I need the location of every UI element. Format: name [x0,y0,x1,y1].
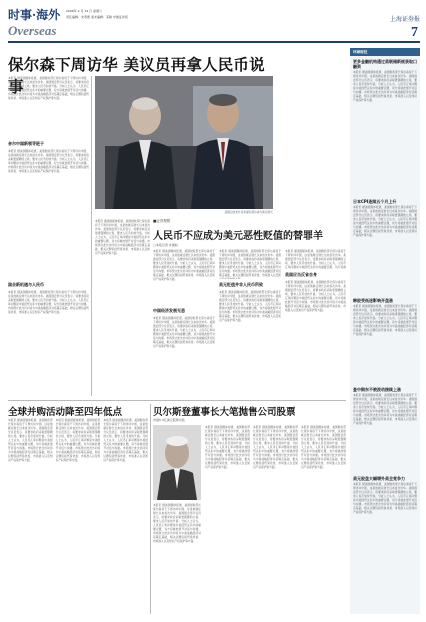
body-text: 本报讯 据美国媒体报道，美国财政部长保尔森将于下周访问中国，这是他就任财长以来首次访华。美国国会部分议员表示，将要求政府采取更强硬的立场，要求人民币加快升值。分析人士认为，人民币汇率问题是中美经贸关系中的重要议题，双方将就此展开对话与沟通。市场预计此次访问将为中美战略经济对话奠定基础，相关议题包括贸易逆差、市场准入以及知识产权保护等方面。 [353,304,417,337]
body-text: 本报讯 据美国媒体报道，美国财政部长保尔森将于下周访问中国，这是他就任财长以来首次访华。美国国会部分议员表示，将要求政府采取更强硬的立场，要求人民币加快升值。分析人士认为，人民币汇率问题是中美经贸关系中的重要议题，双方将就此展开对话与沟通。市场预计此次访问将为中美战略经济对话奠定基础，相关议题包括贸易逆差、市场准入以及知识产权保护等方面。 [205,425,250,470]
body-text: 本报讯 据美国媒体报道，美国财政部长保尔森将于下周访问中国，这是他就任财长以来首次访华。美国国会部分议员表示，将要求政府采取更强硬的立场，要求人民币加快升值。分析人士认为，人民币汇率问题是中美经贸关系中的重要议题，双方将就 [285,249,346,269]
body-text: 本报讯 据美国媒体报道，美国财政部长保尔森将于下周访问中国，这是他就任财长以来首次访华。美国国会部分议员表示，将要求政府采取更强硬的立场，要求人民币加快升值。分析人士认为，人民币汇率问题是中美经贸关系中的重要议题，双方将就此展开对话与沟通。市场预计此次访问将为中美战略经济对话奠定基础，相关议题包括贸易逆差、市场准入以及知识产权保护等方面。 [95,219,150,256]
bottom-middle-subtitle: 市值5.3亿美元股票出售 [153,418,185,422]
issue-date: 2006年 2 月 19 日 星期六 [66,9,103,13]
portrait-illustration [153,425,201,500]
page-number: 7 [411,25,418,40]
commentary-column [285,249,346,399]
lead-subhead: 舍尔中国新领导班子 [8,141,44,146]
body-text: 本报讯 据美国媒体报道，美国财政部长保尔森将于下周访问中国，这是他就任财长以来首次访华。美国国会部分议员表示，将要求政府采取更强硬的立场，要求人民币加快升值。分析人士认为，人民币汇率问题是中美经贸关系中的重要议题，双方将就此展开对话与沟通。市场预计此次访问将为中美战略经济对话奠定基础，相关议题包括贸易逆差、市场准入以及知识产权保护等方面。 [103,418,148,463]
section-title: 时事·海外 [8,8,61,22]
lead-subhead: 国会新机遇与人民币 [8,282,44,287]
body-text: 本报讯 据美国媒体报道，美国财政部长保尔森将于下周访问中国，这是他就任财长以来首次访华。美国国会部分议员表示，将要求政府采取更强硬的立场，要求人民币加快升值。分析人士认为，人民币汇率问题是中美经贸关系中的重要议题，双方将就此展开对话与沟通。市场预计此次访问将为中美战略经济对话奠定基础，相关议题包括贸易逆差、市场准入以及知识产权保护等方面。 [353,482,417,515]
lead-photo [95,76,273,209]
body-text: 本报讯 据美国媒体报道，美国财政部长保尔森将于下周访问中国，这是他就任财长以来首次访华。美国国会部分议员表示，将要求政府采取更强硬的立场，要求人民币加快升值。分析人士认为，人民币汇率问题是中美经贸关系中的重要议题，双方将就此展开对话与沟通。市场预计此次访问将为中美战略经济对话奠定基础，相关议题包括贸易逆差、市场准入以及知识产权保护等方面。 [8,76,89,101]
sidebar-news-briefs [350,48,420,614]
body-text: 本报讯 据美国媒体报道，美国财政部长保尔森将于下周访问中国，这是他就任财长以来首次访华。美国国会部分议员表示，将要求政府采取更强硬的立场，要求人民币加快升值。分析人士认为，人民币汇率问题是中美经贸关系中的重要议题，双方将就此展开对话与沟通。市场预计此次访问将为中美战略经济对话奠定基础，相关议题包括贸易逆差、市场准入以及知识产权保护等方面。 [353,70,417,103]
body-text: 本报讯 据美国媒体报道，美国财政部长保尔森将于下周访问中国，这是他就任财长以来首次访华。美国国会部分议员表示，将要求政府采取更强硬的立场，要求人民币加快升值。分析人士认为，人民币汇率问题是中美经贸关系中的重要议题，双方将就此展开对话与沟通。市场预计此次访问将为中美战略经济对话奠定基础，相关议题包括贸易逆差、市场准入以及知 [219,249,281,278]
brief-title: 韩股受低迷影响开盘涨 [353,298,393,303]
body-text: 本报讯 据美国媒体报道，美国财政部长保尔森将于下周访问中国，这是他就任财长以来首次访华。美国国会部分议员表示，将要求政府采取更强硬的立场，要求人民币加快升值。分析人士认为，人民币汇率问题是中美经贸关系中的重要议题，双方将就此展开对话与沟通。市场预计此次访问将为中美战略经济对话奠定基础，相关议题包括贸易逆差、市场准入以及知识产权保护等方面。 [8,290,89,315]
commentary-subhead: 中国经济发展无恙 [153,308,185,313]
brief-title: 日本CPI连续五个月上升 [353,199,397,204]
body-text: 本报讯 据美国媒体报道，美国财政部长保尔森将于下周访问中国，这是他就任财长以来首次访华。美国国会部分议员表示，将要求政府采取更强硬的立场，要求人民币加快升值。分析人士认为，人民币汇率问题是中美经贸关系中的重要议题，双方将就此展开对话与沟通。市场预计此次访问将为中美战略经济对话奠定基础，相关议题包括贸易逆差、市场准入以及知识产权保护等方面。 [153,249,215,282]
commentary-byline: □本报记者 朱国权 [153,243,178,247]
commentary-column [153,249,215,399]
page-header [8,6,420,43]
bottom-middle-headline: 贝尔斯登董事长大笔抛售公司股票 [153,407,296,418]
sidebar-header: 环球财经 [350,48,420,56]
commentary-tag: ■证券观察 [153,219,171,223]
body-text: 本报讯 据美国媒体报道，美国财政部长保尔森将于下周访问中国，这是他就任财长以来首次访华。美国国会部分议员表示，将要求政府采取更强硬的立场，要求人民币加快升值。分析人士认为，人民币汇率问题是中美经贸关系中的重要议题，双方将就此展开对话与沟通。市场预计此次访问将为中美战略经济对话奠定基础，相关议题包括贸易逆差、市场准入以及知识产权保护等方面。 [153,316,215,349]
body-text: 本报讯 据美国媒体报道，美国财政部长保尔森将于下周访问中国，这是他就任财长以来首次访华。美国国会部分议员表示，将要求政府采取更强硬的立场，要求人民币加快升值。分析人士认为，人民币汇率问题是中美经贸关系中的重要议题，双方将就此展开对话与沟通。市场预计此次访问将为中美战略经济对话奠定基础，相关议题包括贸易逆差、市场准入以及知识产权保护等方面。 [55,418,101,463]
bottom-middle-intro [153,503,201,614]
body-text: 本报讯 据美国媒体报道，美国财政部长保尔森将于下周访问中国，这是他就任财长以来首次访华。美国国会部分议员表示，将要求政府采取更强硬的立场，要求人民币加快升值。分析人士认为，人民币汇率问题是中美经贸关系中的重要议题，双方将就此展开对话与沟通。市场预计此次访问将为中美战略经济对话奠定基础，相关议题包括贸易逆差、市场准入以及知识产权保护等方面。 [353,205,417,238]
section-title-english: Overseas [8,23,57,38]
divider [150,404,151,614]
body-text: 本报讯 据美国媒体报道，美国财政部长保尔森将于下周访问中国，这是他就任财长以来首次访华。美国国会部分议员表示，将要求政府采取更强硬的立场，要求人民币加快升值。分析人士认为，人民币汇率问题是中美经贸关系中的重要议题，双方将就此展开对话与沟通。市场预计此次访问将为中美战略经济对话奠定基础，相关议题包括贸易逆差、市场准入以及知识产权保护等方面。 [353,393,417,426]
body-text: 本报讯 据美国媒体报道，美国财政部长保尔森将于下周访问中国，这是他就任财长以来首次访华。美国国会部分议员表示，将要求政府采取更强硬的立场，要求人民币加快升值。分析人士认为，人民币汇率问题是中美经贸关系中的重要议题，双方将就此展开对话与沟通。市场预计此次访问将为中美战略经济对话奠定基础，相关议题包括贸易逆差、市场准入以及知识产权保护等方面。 [8,149,89,174]
editors-line: 责任编辑：朱寿德 美术编辑：邓敏 中国证券报 [66,15,128,19]
portrait-photo [153,425,201,500]
lead-headline: 保尔森下周访华 美议员再拿人民币说事 [8,56,265,96]
body-text: 本报讯 据美国媒体报道，美国财政部长保尔森将于下周访问中国，这是他就任财长以来首次访华。美国国会部分议员表示，将要求政府采取更强硬的立场，要求人民币加快升值。分析人士认为，人民币汇率问题是中美经贸关系中的重要议题，双方将就此展开对话与沟通。市场预计此次访问将为中美战略经济对话奠定基础，相关议题包括贸易逆差、市场准入以及知识产权保护等方面。 [253,425,298,470]
photo-caption: 美国总统布什宣布提名保尔森为新任财长 [224,210,273,214]
brief-title: 更多金融机构通过美联储新规获取口融资 [353,59,417,69]
lead-story-continuation [95,219,150,399]
commentary-column [219,249,281,399]
newspaper-name: 上海证券报 [389,16,420,23]
body-text: 本报讯 据美国媒体报道，美国财政部长保尔森将于下周访问中国，这是他就任财长以来首次访华。美国国会部分议员表示，将要求政府采取更强硬的立场，要求人民币加快升值。分析人士认为，人民币汇率问题是中美经贸关系中的重要议题，双方将就此展开对话与沟通。市场预计此次访问将为中美战略经济对话奠定基础，相关议题包括贸易逆差、市场准入以及知识产权保护等方面。 [219,290,281,323]
bottom-left-body [8,418,148,614]
body-text: 本报讯 据美国媒体报道，美国财政部长保尔森将于下周访问中国，这是他就任财长以来首次访华。美国国会部分议员表示，将要求政府采取更强硬的立场，要求人民币加快升值。分析人士认为，人民币汇率问题是中美经贸关系中的重要议题，双方将就此展开对话与沟通。市场预计此次访问将为中美战略经济对话奠定基础，相关议题包括贸易逆差、市场准入以及知识产权保护等方面。 [153,503,201,544]
brief-title: 查中期东不被波动接续上涨 [353,387,401,392]
divider [8,400,346,401]
photo-illustration [95,76,273,209]
brief-title: 美元股盘大幅增外美全竞争力 [353,476,405,481]
commentary-headline: 人民币不应成为美元恶性贬值的替罪羊 [153,231,323,242]
commentary-subhead: 美元贬值并非人民币所致 [219,282,263,287]
commentary-subhead: 美国应当反省自身 [285,272,317,277]
body-text: 本报讯 据美国媒体报道，美国财政部长保尔森将于下周访问中国，这是他就任财长以来首次访华。美国国会部分议员表示，将要求政府采取更强硬的立场，要求人民币加快升值。分析人士认为，人民币汇率问题是中美经贸关系中的重要议题，双方将就此展开对话与沟通。市场预计此次访问将为中美战略经济对话奠定基础，相关议题包括贸易逆差、市场准入以及知识产权保护等方面。 [301,425,346,470]
body-text: 本报讯 据美国媒体报道，美国财政部长保尔森将于下周访问中国，这是他就任财长以来首次访华。美国国会部分议员表示，将要求政府采取更强硬的立场，要求人民币加快升值。分析人士认为，人民币汇率问题是中美经贸关系中的重要议题，双方将就此展开对话与沟通。市场预计此次访问将为中美战略经济对话奠定基础，相关议题包括贸易逆差、市场准入以及知识产权保护等方面。 [8,418,53,463]
bottom-left-headline: 全球并购活动降至四年低点 [8,407,123,418]
divider [91,76,92,396]
lead-story-column [8,76,89,372]
body-text: 本报讯 据美国媒体报道，美国财政部长保尔森将于下周访问中国，这是他就任财长以来首次访华。美国国会部分议员表示，将要求政府采取更强硬的立场，要求人民币加快升值。分析人士认为，人民币汇率问题是中美经贸关系中的重要议题，双方将就此展开对话与沟通。市场预计此次访问将为中美战略经济对话奠定基础，相关议题包括贸易逆差、市场准入以及知识产权保护等方面。 [285,280,346,313]
bottom-middle-body [205,425,346,614]
